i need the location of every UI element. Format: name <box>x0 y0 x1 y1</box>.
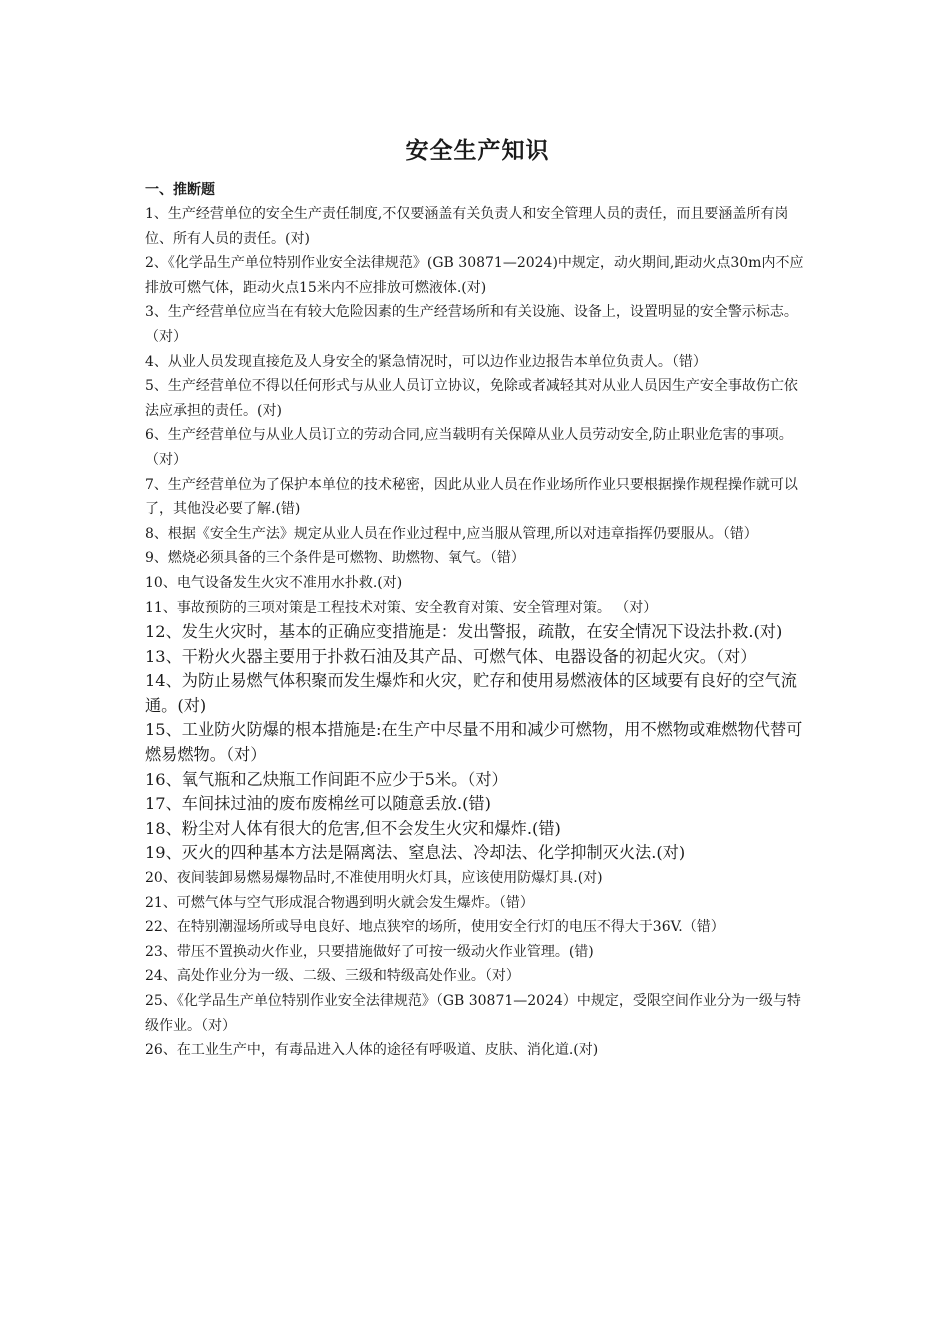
list-item: 20、夜间装卸易燃易爆物品时,不准使用明火灯具，应该使用防爆灯具.(对) <box>145 870 603 887</box>
list-item: 8、根据《安全生产法》规定从业人员在作业过程中,应当服从管理,所以对违章指挥仍要服从。（错） <box>145 525 758 542</box>
list-item: 2、《化学品生产单位特别作业安全法律规范》(GB 30871—2024)中规定，动火期间,距动火点30m内不应排放可燃气体，距动火点15米内不应排放可燃液体.(对) <box>145 255 804 296</box>
list-item: 1、生产经营单位的安全生产责任制度,不仅要涵盖有关负责人和安全管理人员的责任，而且要涵盖所有岗位、所有人员的责任。(对) <box>145 206 789 247</box>
list-item: 24、高处作业分为一级、二级、三级和特级高处作业。（对） <box>145 968 520 985</box>
document-page <box>145 132 810 1063</box>
list-item: 10、电气设备发生火灾不准用水扑救.(对) <box>145 574 403 591</box>
list-item: 22、在特别潮湿场所或导电良好、地点狭窄的场所，使用安全行灯的电压不得大于36V.（错） <box>145 919 725 936</box>
list-item: 5、生产经营单位不得以任何形式与从业人员订立协议，免除或者减轻其对从业人员因生产安全事故伤亡依法应承担的责任。(对) <box>145 378 798 419</box>
list-item: 9、燃烧必须具备的三个条件是可燃物、助燃物、氧气。（错） <box>145 550 525 567</box>
list-item: 19、灭火的四种基本方法是隔离法、窒息法、冷却法、化学抑制灭火法.(对) <box>145 843 686 863</box>
list-item: 16、氧气瓶和乙炔瓶工作间距不应少于5米。（对） <box>145 769 508 789</box>
list-item: 17、车间抹过油的废布废棉丝可以随意丢放.(错) <box>145 794 491 814</box>
list-item: 12、发生火灾时，基本的正确应变措施是：发出警报，疏散，在安全情况下设法扑救.(对) <box>145 622 783 642</box>
list-item: 21、可燃气体与空气形成混合物遇到明火就会发生爆炸。（错） <box>145 894 534 911</box>
list-item: 14、为防止易燃气体积聚而发生爆炸和火灾，贮存和使用易燃液体的区域要有良好的空气流通。(对) <box>145 671 797 715</box>
document-title: 安全生产知识 <box>405 138 550 164</box>
list-item: 7、生产经营单位为了保护本单位的技术秘密，因此从业人员在作业场所作业只要根据操作规程操作就可以了，其他没必要了解.(错) <box>145 476 798 518</box>
list-item: 11、事故预防的三项对策是工程技术对策、安全教育对策、安全管理对策。 （对） <box>145 599 658 616</box>
list-item: 25、《化学品生产单位特别作业安全法律规范》（GB 30871—2024）中规定，受限空间作业分为一级与特级作业。（对） <box>145 993 801 1034</box>
list-item: 26、在工业生产中，有毒品进入人体的途径有呼吸道、皮肤、消化道.(对) <box>145 1042 599 1059</box>
list-item: 15、工业防火防爆的根本措施是:在生产中尽量不用和减少可燃物，用不燃物或难燃物代替可燃易燃物。（对） <box>145 720 803 765</box>
question-list <box>145 202 810 1063</box>
list-item: 18、粉尘对人体有很大的危害,但不会发生火灾和爆炸.(错) <box>145 818 561 838</box>
list-item: 23、带压不置换动火作业，只要措施做好了可按一级动火作业管理。(错) <box>145 943 594 960</box>
list-item: 4、从业人员发现直接危及人身安全的紧急情况时，可以边作业边报告本单位负责人。（错） <box>145 353 707 370</box>
section-heading: 一、推断题 <box>145 182 215 198</box>
list-item: 3、生产经营单位应当在有较大危险因素的生产经营场所和有关设施、设备上，设置明显的安全警示标志。（对） <box>145 304 798 345</box>
list-item: 13、干粉火火器主要用于扑救石油及其产品、可燃气体、电器设备的初起火灾。（对） <box>145 646 757 666</box>
list-item: 6、生产经营单位与从业人员订立的劳动合同,应当载明有关保障从业人员劳动安全,防止职业危害的事项。（对） <box>145 427 793 468</box>
